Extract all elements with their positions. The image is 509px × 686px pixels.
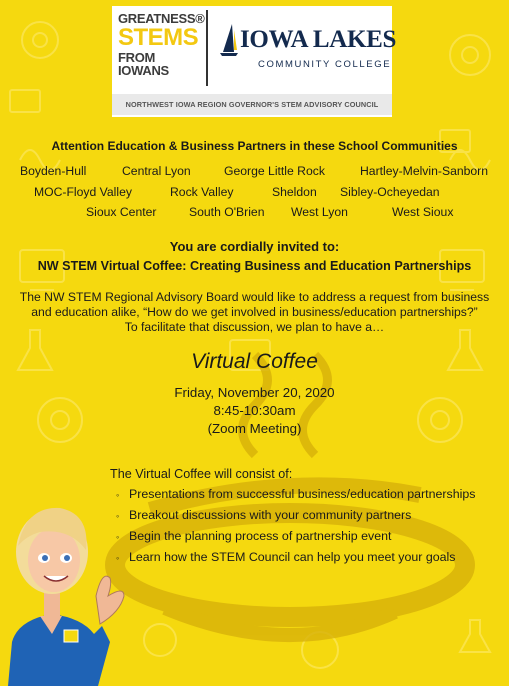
town-item: Sheldon — [272, 185, 317, 199]
intro-line: and education alike, “How do we get involved in business/education partnerships?” — [31, 305, 478, 319]
sailboat-icon — [220, 24, 238, 56]
town-item: Sioux Center — [86, 205, 157, 219]
town-item: South O'Brien — [189, 205, 265, 219]
town-item: West Lyon — [291, 205, 348, 219]
event-time: 8:45-10:30am — [213, 403, 296, 418]
logo-banner — [112, 6, 397, 117]
logo-text-greatness: GREATNESS® — [118, 11, 205, 26]
stem-council-bar: NORTHWEST IOWA REGION GOVERNOR'S STEM ADVISORY COUNCIL — [112, 94, 392, 115]
attention-heading: Attention Education & Business Partners in these School Communities — [51, 139, 458, 153]
agenda-item: ◦ Breakout discussions with your community partners — [116, 508, 475, 529]
avatar-illustration — [0, 484, 130, 686]
town-item: Rock Valley — [170, 185, 234, 199]
town-item: MOC-Floyd Valley — [34, 185, 132, 199]
town-item: Boyden-Hull — [20, 164, 87, 178]
event-venue: (Zoom Meeting) — [207, 421, 302, 436]
town-item: George Little Rock — [224, 164, 325, 178]
town-item: Sibley-Ocheyedan — [340, 185, 440, 199]
logo-text-stems: STEMS — [118, 24, 199, 51]
community-college-subtitle: COMMUNITY COLLEGE — [258, 59, 392, 70]
town-item: Hartley-Melvin-Sanborn — [360, 164, 489, 178]
intro-line: To facilitate that discussion, we plan to have a… — [124, 320, 385, 334]
logo-divider — [206, 10, 208, 86]
event-date: Friday, November 20, 2020 — [174, 385, 335, 400]
greatness-stems-logo — [118, 11, 205, 78]
agenda-label: The Virtual Coffee will consist of: — [110, 467, 293, 481]
agenda-item: ◦ Learn how the STEM Council can help you meet your goals — [116, 550, 475, 571]
agenda-item: ◦ Presentations from successful business/education partnerships — [116, 487, 475, 508]
virtual-coffee-title: Virtual Coffee — [191, 350, 318, 373]
logo-text-from-iowans: FROM IOWANS — [118, 50, 169, 78]
agenda-item: ◦ Begin the planning process of partnership event — [116, 529, 475, 550]
town-item: West Sioux — [392, 205, 454, 219]
agenda-list — [116, 487, 475, 571]
event-title: NW STEM Virtual Coffee: Creating Business and Education Partnerships — [37, 259, 472, 273]
invitation-heading: You are cordially invited to: — [169, 239, 340, 254]
intro-line: The NW STEM Regional Advisory Board would like to address a request from business — [19, 290, 490, 304]
intro-paragraph — [0, 290, 509, 335]
event-details — [0, 384, 509, 438]
town-item: Central Lyon — [122, 164, 191, 178]
iowa-lakes-name: IOWA LAKES — [240, 26, 397, 53]
